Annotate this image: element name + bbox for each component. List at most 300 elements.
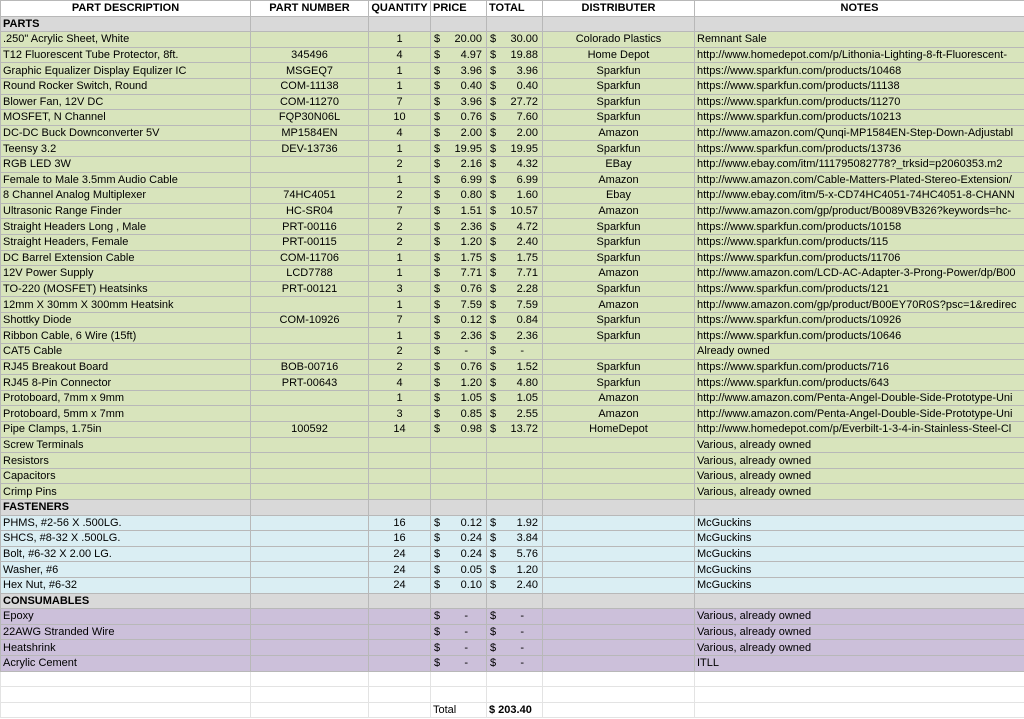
distributer-cell[interactable]: Sparkfun	[543, 328, 695, 344]
notes-cell[interactable]: https://www.sparkfun.com/products/10468	[695, 63, 1024, 79]
price-cell[interactable]	[431, 63, 487, 79]
part-number-cell[interactable]: PRT-00643	[251, 375, 369, 391]
price-cell[interactable]	[431, 609, 487, 625]
part-number-cell[interactable]	[251, 484, 369, 500]
quantity-cell[interactable]: 2	[369, 234, 431, 250]
price-cell[interactable]	[431, 390, 487, 406]
total-cell[interactable]	[487, 281, 543, 297]
part-number-cell[interactable]: DEV-13736	[251, 141, 369, 157]
part-number-cell[interactable]: COM-10926	[251, 312, 369, 328]
total-cell[interactable]	[487, 609, 543, 625]
empty-cell[interactable]	[251, 687, 369, 703]
empty-cell[interactable]	[431, 687, 487, 703]
distributer-cell[interactable]: Amazon	[543, 406, 695, 422]
empty-cell[interactable]	[431, 16, 487, 32]
price-cell[interactable]	[431, 375, 487, 391]
part-description-cell[interactable]: Capacitors	[1, 468, 251, 484]
price-cell[interactable]	[431, 203, 487, 219]
total-cell[interactable]	[487, 359, 543, 375]
notes-cell[interactable]: McGuckins	[695, 546, 1024, 562]
total-cell[interactable]	[487, 515, 543, 531]
distributer-cell[interactable]: Sparkfun	[543, 63, 695, 79]
distributer-cell[interactable]	[543, 624, 695, 640]
part-number-cell[interactable]	[251, 297, 369, 313]
total-cell[interactable]	[487, 156, 543, 172]
distributer-cell[interactable]: Sparkfun	[543, 219, 695, 235]
part-description-cell[interactable]: Crimp Pins	[1, 484, 251, 500]
part-number-cell[interactable]: COM-11270	[251, 94, 369, 110]
distributer-cell[interactable]	[543, 562, 695, 578]
quantity-cell[interactable]	[369, 640, 431, 656]
quantity-cell[interactable]: 24	[369, 562, 431, 578]
empty-cell[interactable]	[487, 671, 543, 687]
quantity-cell[interactable]	[369, 437, 431, 453]
empty-cell[interactable]	[543, 687, 695, 703]
quantity-cell[interactable]: 1	[369, 390, 431, 406]
quantity-cell[interactable]	[369, 468, 431, 484]
empty-cell[interactable]	[431, 593, 487, 609]
total-cell[interactable]	[487, 203, 543, 219]
distributer-cell[interactable]	[543, 344, 695, 360]
price-cell[interactable]	[431, 406, 487, 422]
distributer-cell[interactable]	[543, 655, 695, 671]
part-description-cell[interactable]: Blower Fan, 12V DC	[1, 94, 251, 110]
price-cell[interactable]	[431, 422, 487, 438]
part-description-cell[interactable]: Graphic Equalizer Display Equlizer IC	[1, 63, 251, 79]
quantity-cell[interactable]: 1	[369, 328, 431, 344]
distributer-cell[interactable]: Sparkfun	[543, 281, 695, 297]
notes-cell[interactable]: https://www.sparkfun.com/products/643	[695, 375, 1024, 391]
part-number-cell[interactable]	[251, 328, 369, 344]
quantity-cell[interactable]: 7	[369, 203, 431, 219]
part-description-cell[interactable]: Hex Nut, #6-32	[1, 577, 251, 593]
total-cell[interactable]	[487, 328, 543, 344]
quantity-cell[interactable]	[369, 453, 431, 469]
quantity-cell[interactable]: 1	[369, 266, 431, 282]
empty-cell[interactable]	[695, 500, 1024, 516]
empty-cell[interactable]	[251, 500, 369, 516]
part-description-cell[interactable]: 22AWG Stranded Wire	[1, 624, 251, 640]
empty-cell[interactable]	[543, 500, 695, 516]
part-description-cell[interactable]: Pipe Clamps, 1.75in	[1, 422, 251, 438]
notes-cell[interactable]: Various, already owned	[695, 624, 1024, 640]
notes-cell[interactable]: Remnant Sale	[695, 32, 1024, 48]
empty-cell[interactable]	[695, 16, 1024, 32]
total-cell[interactable]	[487, 63, 543, 79]
empty-cell[interactable]	[1, 687, 251, 703]
total-cell[interactable]	[487, 406, 543, 422]
distributer-cell[interactable]	[543, 515, 695, 531]
part-number-cell[interactable]: HC-SR04	[251, 203, 369, 219]
part-number-cell[interactable]	[251, 531, 369, 547]
part-description-cell[interactable]: Screw Terminals	[1, 437, 251, 453]
quantity-cell[interactable]: 1	[369, 172, 431, 188]
distributer-cell[interactable]: Sparkfun	[543, 375, 695, 391]
total-cell[interactable]	[487, 234, 543, 250]
quantity-cell[interactable]: 1	[369, 297, 431, 313]
part-description-cell[interactable]: Round Rocker Switch, Round	[1, 78, 251, 94]
price-cell[interactable]	[431, 531, 487, 547]
total-cell[interactable]	[487, 297, 543, 313]
part-description-cell[interactable]: Resistors	[1, 453, 251, 469]
price-cell[interactable]	[431, 655, 487, 671]
notes-cell[interactable]: McGuckins	[695, 515, 1024, 531]
part-description-cell[interactable]: Protoboard, 7mm x 9mm	[1, 390, 251, 406]
price-cell[interactable]	[431, 47, 487, 63]
total-cell[interactable]	[487, 546, 543, 562]
empty-cell[interactable]	[369, 500, 431, 516]
notes-cell[interactable]: http://www.ebay.com/itm/5-x-CD74HC4051-74HC4051-8-CHANN	[695, 188, 1024, 204]
distributer-cell[interactable]	[543, 609, 695, 625]
part-description-cell[interactable]: Ribbon Cable, 6 Wire (15ft)	[1, 328, 251, 344]
total-cell[interactable]	[487, 577, 543, 593]
part-description-cell[interactable]: Female to Male 3.5mm Audio Cable	[1, 172, 251, 188]
price-cell[interactable]	[431, 437, 487, 453]
part-number-cell[interactable]	[251, 437, 369, 453]
quantity-cell[interactable]: 4	[369, 375, 431, 391]
total-cell[interactable]	[487, 422, 543, 438]
total-cell[interactable]	[487, 624, 543, 640]
total-cell[interactable]	[487, 562, 543, 578]
part-number-cell[interactable]: PRT-00115	[251, 234, 369, 250]
price-cell[interactable]	[431, 234, 487, 250]
header-part-number[interactable]: PART NUMBER	[251, 1, 369, 17]
notes-cell[interactable]: http://www.homedepot.com/p/Lithonia-Lighting-8-ft-Fluorescent-	[695, 47, 1024, 63]
notes-cell[interactable]: https://www.sparkfun.com/products/10213	[695, 110, 1024, 126]
part-description-cell[interactable]: PHMS, #2-56 X .500LG.	[1, 515, 251, 531]
empty-cell[interactable]	[543, 16, 695, 32]
section-title[interactable]: FASTENERS	[1, 500, 251, 516]
quantity-cell[interactable]: 4	[369, 47, 431, 63]
distributer-cell[interactable]: HomeDepot	[543, 422, 695, 438]
part-description-cell[interactable]: RJ45 Breakout Board	[1, 359, 251, 375]
price-cell[interactable]	[431, 125, 487, 141]
notes-cell[interactable]: Various, already owned	[695, 437, 1024, 453]
part-number-cell[interactable]	[251, 609, 369, 625]
total-cell[interactable]	[487, 188, 543, 204]
notes-cell[interactable]: https://www.sparkfun.com/products/10158	[695, 219, 1024, 235]
part-number-cell[interactable]: 74HC4051	[251, 188, 369, 204]
price-cell[interactable]	[431, 297, 487, 313]
part-description-cell[interactable]: Protoboard, 5mm x 7mm	[1, 406, 251, 422]
price-cell[interactable]	[431, 640, 487, 656]
distributer-cell[interactable]: Sparkfun	[543, 359, 695, 375]
empty-cell[interactable]	[251, 16, 369, 32]
part-number-cell[interactable]: COM-11138	[251, 78, 369, 94]
notes-cell[interactable]: https://www.sparkfun.com/products/11270	[695, 94, 1024, 110]
price-cell[interactable]	[431, 188, 487, 204]
price-cell[interactable]	[431, 312, 487, 328]
total-cell[interactable]	[487, 266, 543, 282]
quantity-cell[interactable]: 4	[369, 125, 431, 141]
notes-cell[interactable]: https://www.sparkfun.com/products/115	[695, 234, 1024, 250]
notes-cell[interactable]: https://www.sparkfun.com/products/11138	[695, 78, 1024, 94]
empty-cell[interactable]	[431, 500, 487, 516]
part-number-cell[interactable]: 100592	[251, 422, 369, 438]
total-cell[interactable]	[487, 110, 543, 126]
part-number-cell[interactable]	[251, 344, 369, 360]
notes-cell[interactable]: https://www.sparkfun.com/products/716	[695, 359, 1024, 375]
notes-cell[interactable]: http://www.amazon.com/gp/product/B00EY70R0S?psc=1&redirec	[695, 297, 1024, 313]
quantity-cell[interactable]: 7	[369, 94, 431, 110]
part-number-cell[interactable]	[251, 577, 369, 593]
quantity-cell[interactable]	[369, 609, 431, 625]
part-description-cell[interactable]: DC Barrel Extension Cable	[1, 250, 251, 266]
quantity-cell[interactable]: 2	[369, 156, 431, 172]
empty-cell[interactable]	[543, 671, 695, 687]
distributer-cell[interactable]	[543, 468, 695, 484]
price-cell[interactable]	[431, 172, 487, 188]
total-cell[interactable]	[487, 219, 543, 235]
distributer-cell[interactable]: Amazon	[543, 125, 695, 141]
part-number-cell[interactable]	[251, 453, 369, 469]
price-cell[interactable]	[431, 78, 487, 94]
price-cell[interactable]	[431, 359, 487, 375]
empty-cell[interactable]	[1, 702, 251, 718]
total-cell[interactable]	[487, 437, 543, 453]
part-description-cell[interactable]: Bolt, #6-32 X 2.00 LG.	[1, 546, 251, 562]
distributer-cell[interactable]: Amazon	[543, 266, 695, 282]
notes-cell[interactable]: http://www.amazon.com/Cable-Matters-Plated-Stereo-Extension/	[695, 172, 1024, 188]
quantity-cell[interactable]	[369, 484, 431, 500]
quantity-cell[interactable]: 3	[369, 406, 431, 422]
empty-cell[interactable]	[543, 593, 695, 609]
notes-cell[interactable]: ITLL	[695, 655, 1024, 671]
quantity-cell[interactable]: 24	[369, 546, 431, 562]
part-number-cell[interactable]: MSGEQ7	[251, 63, 369, 79]
notes-cell[interactable]: http://www.amazon.com/Penta-Angel-Double-Side-Prototype-Uni	[695, 406, 1024, 422]
total-cell[interactable]	[487, 32, 543, 48]
quantity-cell[interactable]: 24	[369, 577, 431, 593]
quantity-cell[interactable]: 7	[369, 312, 431, 328]
price-cell[interactable]	[431, 546, 487, 562]
part-description-cell[interactable]: Straight Headers, Female	[1, 234, 251, 250]
quantity-cell[interactable]: 1	[369, 32, 431, 48]
price-cell[interactable]	[431, 577, 487, 593]
empty-cell[interactable]	[251, 702, 369, 718]
empty-cell[interactable]	[487, 500, 543, 516]
part-number-cell[interactable]: FQP30N06L	[251, 110, 369, 126]
header-quantity[interactable]: QUANTITY	[369, 1, 431, 17]
part-description-cell[interactable]: Acrylic Cement	[1, 655, 251, 671]
header-part-description[interactable]: PART DESCRIPTION	[1, 1, 251, 17]
distributer-cell[interactable]: Sparkfun	[543, 312, 695, 328]
part-description-cell[interactable]: Washer, #6	[1, 562, 251, 578]
empty-cell[interactable]	[369, 593, 431, 609]
price-cell[interactable]	[431, 468, 487, 484]
notes-cell[interactable]: Various, already owned	[695, 484, 1024, 500]
price-cell[interactable]	[431, 344, 487, 360]
distributer-cell[interactable]: Sparkfun	[543, 250, 695, 266]
notes-cell[interactable]: Various, already owned	[695, 453, 1024, 469]
total-cell[interactable]	[487, 125, 543, 141]
distributer-cell[interactable]: Ebay	[543, 188, 695, 204]
header-distributer[interactable]: DISTRIBUTER	[543, 1, 695, 17]
part-description-cell[interactable]: T12 Fluorescent Tube Protector, 8ft.	[1, 47, 251, 63]
empty-cell[interactable]	[251, 593, 369, 609]
part-description-cell[interactable]: RJ45 8-Pin Connector	[1, 375, 251, 391]
quantity-cell[interactable]: 16	[369, 531, 431, 547]
part-description-cell[interactable]: Shottky Diode	[1, 312, 251, 328]
empty-cell[interactable]	[695, 702, 1024, 718]
empty-cell[interactable]	[695, 671, 1024, 687]
part-number-cell[interactable]: COM-11706	[251, 250, 369, 266]
distributer-cell[interactable]: Amazon	[543, 172, 695, 188]
distributer-cell[interactable]: Sparkfun	[543, 110, 695, 126]
part-number-cell[interactable]	[251, 406, 369, 422]
part-number-cell[interactable]: PRT-00116	[251, 219, 369, 235]
quantity-cell[interactable]: 2	[369, 344, 431, 360]
notes-cell[interactable]: https://www.sparkfun.com/products/13736	[695, 141, 1024, 157]
header-notes[interactable]: NOTES	[695, 1, 1024, 17]
distributer-cell[interactable]	[543, 577, 695, 593]
notes-cell[interactable]: McGuckins	[695, 531, 1024, 547]
price-cell[interactable]	[431, 156, 487, 172]
distributer-cell[interactable]: Colorado Plastics	[543, 32, 695, 48]
price-cell[interactable]	[431, 453, 487, 469]
quantity-cell[interactable]: 2	[369, 188, 431, 204]
empty-cell[interactable]	[369, 671, 431, 687]
part-number-cell[interactable]	[251, 546, 369, 562]
total-cell[interactable]	[487, 484, 543, 500]
notes-cell[interactable]: https://www.sparkfun.com/products/121	[695, 281, 1024, 297]
part-description-cell[interactable]: SHCS, #8-32 X .500LG.	[1, 531, 251, 547]
empty-cell[interactable]	[369, 16, 431, 32]
part-description-cell[interactable]: CAT5 Cable	[1, 344, 251, 360]
part-description-cell[interactable]: Heatshrink	[1, 640, 251, 656]
price-cell[interactable]	[431, 141, 487, 157]
price-cell[interactable]	[431, 328, 487, 344]
notes-cell[interactable]: http://www.amazon.com/gp/product/B0089VB326?keywords=hc-	[695, 203, 1024, 219]
price-cell[interactable]	[431, 624, 487, 640]
notes-cell[interactable]: https://www.sparkfun.com/products/10926	[695, 312, 1024, 328]
total-cell[interactable]	[487, 390, 543, 406]
price-cell[interactable]	[431, 281, 487, 297]
notes-cell[interactable]: http://www.homedepot.com/p/Everbilt-1-3-4-in-Stainless-Steel-Cl	[695, 422, 1024, 438]
empty-cell[interactable]	[431, 671, 487, 687]
part-description-cell[interactable]: 12V Power Supply	[1, 266, 251, 282]
quantity-cell[interactable]: 14	[369, 422, 431, 438]
header-total[interactable]: TOTAL	[487, 1, 543, 17]
part-number-cell[interactable]	[251, 624, 369, 640]
quantity-cell[interactable]: 1	[369, 250, 431, 266]
total-cell[interactable]	[487, 312, 543, 328]
total-cell[interactable]	[487, 468, 543, 484]
empty-cell[interactable]	[487, 593, 543, 609]
distributer-cell[interactable]: Sparkfun	[543, 141, 695, 157]
quantity-cell[interactable]: 1	[369, 141, 431, 157]
distributer-cell[interactable]: Home Depot	[543, 47, 695, 63]
part-number-cell[interactable]: MP1584EN	[251, 125, 369, 141]
price-cell[interactable]	[431, 219, 487, 235]
distributer-cell[interactable]: Amazon	[543, 297, 695, 313]
section-title[interactable]: PARTS	[1, 16, 251, 32]
quantity-cell[interactable]: 2	[369, 219, 431, 235]
part-description-cell[interactable]: 8 Channel Analog Multiplexer	[1, 188, 251, 204]
part-number-cell[interactable]	[251, 640, 369, 656]
part-number-cell[interactable]: BOB-00716	[251, 359, 369, 375]
grand-total-value[interactable]: $ 203.40	[487, 702, 543, 718]
part-description-cell[interactable]: Ultrasonic Range Finder	[1, 203, 251, 219]
header-price[interactable]: PRICE	[431, 1, 487, 17]
notes-cell[interactable]: McGuckins	[695, 562, 1024, 578]
part-description-cell[interactable]: MOSFET, N Channel	[1, 110, 251, 126]
price-cell[interactable]	[431, 562, 487, 578]
distributer-cell[interactable]: Sparkfun	[543, 94, 695, 110]
total-cell[interactable]	[487, 172, 543, 188]
part-description-cell[interactable]: Straight Headers Long , Male	[1, 219, 251, 235]
part-number-cell[interactable]	[251, 468, 369, 484]
price-cell[interactable]	[431, 484, 487, 500]
empty-cell[interactable]	[251, 671, 369, 687]
distributer-cell[interactable]: EBay	[543, 156, 695, 172]
price-cell[interactable]	[431, 515, 487, 531]
total-cell[interactable]	[487, 47, 543, 63]
distributer-cell[interactable]: Amazon	[543, 390, 695, 406]
part-description-cell[interactable]: 12mm X 30mm X 300mm Heatsink	[1, 297, 251, 313]
part-description-cell[interactable]: DC-DC Buck Downconverter 5V	[1, 125, 251, 141]
part-number-cell[interactable]	[251, 32, 369, 48]
part-number-cell[interactable]	[251, 562, 369, 578]
total-cell[interactable]	[487, 78, 543, 94]
part-number-cell[interactable]	[251, 172, 369, 188]
part-number-cell[interactable]	[251, 390, 369, 406]
part-number-cell[interactable]: 345496	[251, 47, 369, 63]
notes-cell[interactable]: https://www.sparkfun.com/products/11706	[695, 250, 1024, 266]
notes-cell[interactable]: http://www.amazon.com/LCD-AC-Adapter-3-Prong-Power/dp/B00	[695, 266, 1024, 282]
quantity-cell[interactable]: 10	[369, 110, 431, 126]
part-number-cell[interactable]: LCD7788	[251, 266, 369, 282]
notes-cell[interactable]: Various, already owned	[695, 468, 1024, 484]
total-cell[interactable]	[487, 250, 543, 266]
price-cell[interactable]	[431, 266, 487, 282]
empty-cell[interactable]	[369, 702, 431, 718]
total-cell[interactable]	[487, 94, 543, 110]
quantity-cell[interactable]: 1	[369, 63, 431, 79]
empty-cell[interactable]	[695, 593, 1024, 609]
distributer-cell[interactable]	[543, 531, 695, 547]
part-description-cell[interactable]: RGB LED 3W	[1, 156, 251, 172]
notes-cell[interactable]: http://www.amazon.com/Qunqi-MP1584EN-Step-Down-Adjustabl	[695, 125, 1024, 141]
section-title[interactable]: CONSUMABLES	[1, 593, 251, 609]
empty-cell[interactable]	[487, 687, 543, 703]
total-cell[interactable]	[487, 141, 543, 157]
distributer-cell[interactable]	[543, 484, 695, 500]
empty-cell[interactable]	[1, 671, 251, 687]
distributer-cell[interactable]: Sparkfun	[543, 234, 695, 250]
total-cell[interactable]	[487, 531, 543, 547]
quantity-cell[interactable]: 2	[369, 359, 431, 375]
empty-cell[interactable]	[369, 687, 431, 703]
part-number-cell[interactable]	[251, 515, 369, 531]
price-cell[interactable]	[431, 110, 487, 126]
part-number-cell[interactable]: PRT-00121	[251, 281, 369, 297]
price-cell[interactable]	[431, 94, 487, 110]
distributer-cell[interactable]	[543, 437, 695, 453]
quantity-cell[interactable]: 3	[369, 281, 431, 297]
total-cell[interactable]	[487, 453, 543, 469]
notes-cell[interactable]: http://www.amazon.com/Penta-Angel-Double-Side-Prototype-Uni	[695, 390, 1024, 406]
price-cell[interactable]	[431, 32, 487, 48]
notes-cell[interactable]: Various, already owned	[695, 609, 1024, 625]
part-number-cell[interactable]	[251, 655, 369, 671]
total-cell[interactable]	[487, 375, 543, 391]
part-description-cell[interactable]: Teensy 3.2	[1, 141, 251, 157]
quantity-cell[interactable]	[369, 655, 431, 671]
part-description-cell[interactable]: Epoxy	[1, 609, 251, 625]
total-cell[interactable]	[487, 344, 543, 360]
quantity-cell[interactable]	[369, 624, 431, 640]
